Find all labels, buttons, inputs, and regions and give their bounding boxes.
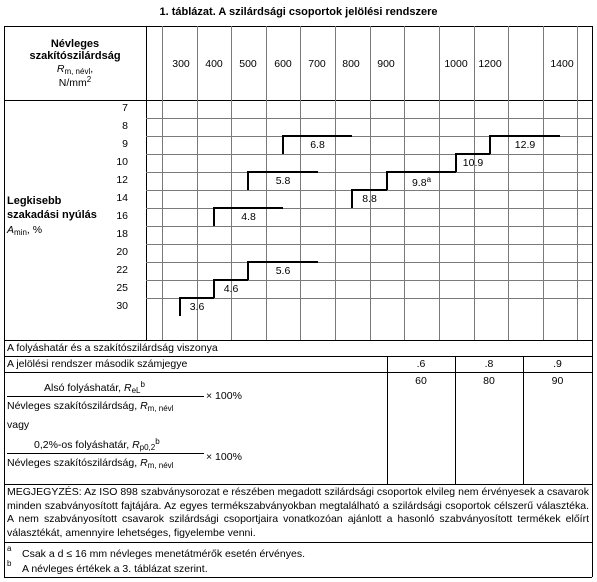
- note-text: MEGJEGYZÉS: Az ISO 898 szabványsorozat e részében megadott szilárdsági csoportok elvileg nem érvényesek a csavarok minden szabványosított fajtájára. Az egyes termékszabványokban megtalálható a szilárdsági csoportok célszerű választéka. A nem szabványosított csavarok szilárdsági csoportjaira vonatkozóan ajánlott a hasonló szabványosított termékek előírt választékát, amennyire lehetséges, figyelembe venni.: [7, 486, 589, 539]
- note-top: [4, 484, 592, 485]
- elongation-value: 25: [116, 282, 128, 294]
- tensile-value: 700: [308, 58, 326, 70]
- class-step-line: [214, 207, 283, 209]
- elongation-value: 20: [116, 246, 128, 258]
- class-step-line: [180, 297, 214, 299]
- property-class-label: 5.8: [275, 175, 291, 187]
- tensile-value: 400: [205, 58, 223, 70]
- second-digit-label: A jelölési rendszer második számjegye: [7, 358, 188, 370]
- property-class-label: 12.9: [514, 139, 536, 151]
- class-step-line: [352, 189, 387, 191]
- table-title: 1. táblázat. A szilárdsági csoportok jelölési rendszere: [159, 6, 438, 18]
- ratio-section-top: [4, 340, 592, 341]
- elongation-symbol: $A_{min}$, %: [7, 224, 43, 237]
- grid-vertical-line: [335, 26, 336, 340]
- header-nominal: Névleges: [50, 38, 100, 50]
- grid-vertical-line: [370, 26, 371, 340]
- elongation-label-1: Legkisebb: [7, 195, 62, 207]
- class-step-line: [283, 135, 352, 137]
- elongation-value: 12: [116, 174, 128, 186]
- footnotes-top: [4, 542, 592, 543]
- footnote-marker: a: [426, 175, 432, 184]
- tensile-value: 1200: [478, 58, 502, 70]
- digit-8: .8: [484, 358, 494, 370]
- digit-6: .6: [416, 358, 426, 370]
- formula1-denominator: Névleges szakítószilárdság, $R_{m, névl}$: [7, 400, 174, 413]
- formula1-fraction-bar: [7, 396, 204, 397]
- grid-vertical-line: [508, 26, 509, 340]
- elongation-value: 8: [122, 120, 128, 132]
- grid-vertical-line: [474, 26, 475, 340]
- tensile-value: 900: [377, 58, 395, 70]
- formula-or: vagy: [7, 419, 30, 431]
- percent-90: 90: [551, 375, 564, 387]
- table-bottom-border: [4, 577, 592, 578]
- table-left-border: [4, 26, 5, 577]
- footnote-b-mark: b: [7, 559, 12, 568]
- percent-60: 60: [415, 375, 427, 387]
- formula1-times: × 100%: [206, 390, 242, 402]
- grid-vertical-line: [146, 26, 147, 340]
- property-class-label: 9.8$^a$: [411, 175, 432, 189]
- table-right-border: [592, 26, 593, 577]
- grid-vertical-line: [543, 26, 544, 340]
- header-symbol: $R_{m, névl}$,: [56, 63, 94, 76]
- grid-vertical-line: [197, 26, 198, 340]
- class-step-line: [490, 135, 560, 137]
- formula2-numerator: 0,2%-os folyáshatár, $R_{p0,2}^b$: [34, 437, 160, 452]
- property-class-label: 6.8: [310, 139, 325, 151]
- class-step-line: [456, 153, 490, 155]
- formula1-numerator: Alsó folyáshatár, $R_{eL}^b$: [44, 380, 145, 395]
- grid-vertical-line: [577, 26, 578, 340]
- class-step-line: [248, 261, 318, 263]
- property-class-label: 10.9: [462, 157, 484, 169]
- elongation-value: 10: [116, 156, 128, 168]
- tensile-value: 1000: [444, 58, 468, 70]
- footnote-a-text: Csak a d ≤ 16 mm névleges menetátmérők esetén érvényes.: [22, 548, 305, 560]
- ratio-section-title: A folyáshatár és a szakítószilárdság viszonya: [7, 342, 218, 354]
- property-class-label: 4.8: [241, 211, 256, 223]
- digit-9: .9: [553, 358, 562, 370]
- elongation-value: 9: [122, 138, 128, 150]
- property-class-label: 4.6: [223, 283, 239, 295]
- ratio-row-divider: [4, 356, 592, 357]
- percent-80: 80: [483, 375, 495, 387]
- grid-row-line: [146, 262, 592, 263]
- property-class-label: 8.8: [362, 193, 377, 205]
- grid-row-line: [146, 226, 592, 227]
- class-step-line: [387, 171, 456, 173]
- formula2-fraction-bar: [7, 453, 204, 454]
- tensile-value: 500: [239, 58, 257, 70]
- elongation-value: 16: [116, 210, 128, 222]
- grid-row-line: [146, 118, 592, 119]
- elongation-value: 14: [116, 192, 128, 204]
- header-tensile-strength: szakítószilárdság: [29, 50, 121, 62]
- header-separator: [4, 100, 592, 101]
- class-step-line: [248, 171, 318, 173]
- tensile-value: 800: [342, 58, 360, 70]
- tensile-value: 1400: [550, 58, 574, 70]
- grid-vertical-line: [162, 26, 163, 340]
- elongation-value: 7: [122, 102, 128, 114]
- tensile-value: 300: [172, 58, 190, 70]
- footnote-a-mark: a: [7, 544, 12, 553]
- grid-row-line: [146, 244, 592, 245]
- grid-row-line: [146, 172, 592, 173]
- property-class-label: 5.6: [275, 265, 291, 277]
- property-class-label: 3.6: [189, 301, 205, 313]
- ratio-digit-divider: [4, 372, 592, 373]
- elongation-label-2: szakadási nyúlás: [7, 209, 97, 221]
- formula2-denominator: Névleges szakítószilárdság, $R_{m, névl}$: [7, 457, 174, 470]
- header-unit: $N/mm^2$: [58, 75, 92, 89]
- footnote-b-text: A névleges értékek a 3. táblázat szerint.: [22, 563, 208, 575]
- elongation-value: 22: [116, 264, 128, 276]
- grid-row-line: [146, 154, 592, 155]
- class-step-line: [214, 279, 248, 281]
- elongation-value: 30: [116, 300, 128, 312]
- elongation-value: 18: [116, 228, 128, 240]
- table-top-border: [4, 26, 592, 27]
- formula2-times: × 100%: [206, 451, 242, 463]
- tensile-value: 600: [274, 58, 292, 70]
